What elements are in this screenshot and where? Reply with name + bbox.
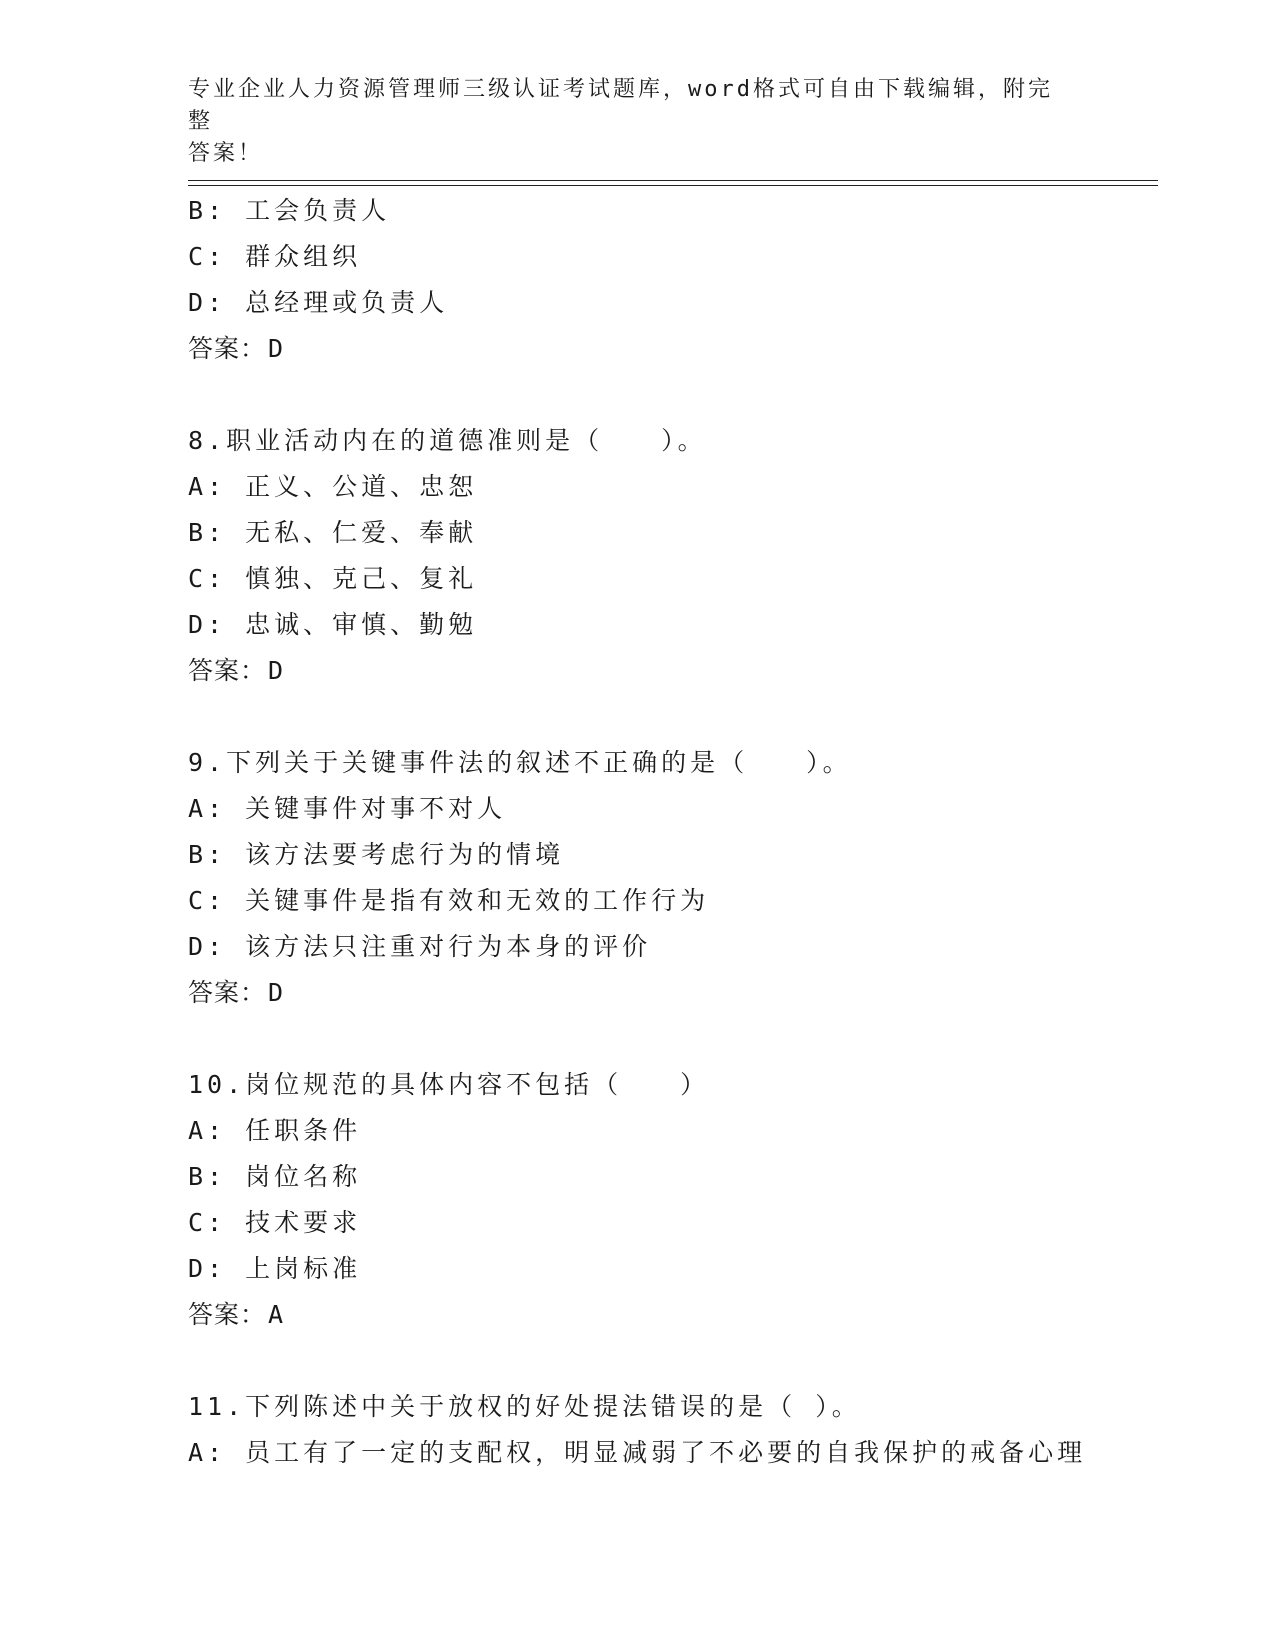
answer-value: D [268,978,285,1007]
answer-label: 答案： [188,334,267,363]
option-text: 员工有了一定的支配权，明显减弱了不必要的自我保护的戒备心理 [245,1438,1087,1467]
option-label: D: [188,1254,227,1283]
option-text: 慎独、克己、复礼 [245,564,478,593]
option-label: B: [188,196,227,225]
option-label: B: [188,1162,227,1191]
option-b [188,1154,1168,1200]
answer-label: 答案： [188,1300,267,1329]
option-label: A: [188,1116,227,1145]
answer-label: 答案： [188,656,267,685]
option-label: B: [188,840,227,869]
option-a [188,464,1168,510]
question-stem: 10.岗位规范的具体内容不包括（ ） [188,1070,710,1099]
option-text: 忠诚、审慎、勤勉 [245,610,478,639]
option-label: A: [188,472,227,501]
option-text: 技术要求 [245,1208,362,1237]
option-c [188,234,1168,280]
question-list [188,188,1168,1476]
option-d [188,602,1168,648]
question-block-11 [188,1384,1168,1476]
option-text: 岗位名称 [245,1162,362,1191]
answer-value: D [268,334,285,363]
spacer [188,694,1168,740]
question-stem: 8.职业活动内在的道德准则是（ ）。 [188,426,707,455]
answer-value: A [268,1300,285,1329]
option-c [188,556,1168,602]
question-stem: 11.下列陈述中关于放权的好处提法错误的是（ ）。 [188,1392,861,1421]
option-d [188,1246,1168,1292]
answer-label: 答案： [188,978,267,1007]
header-divider-top [188,180,1158,181]
spacer [188,372,1168,418]
option-a [188,1430,1168,1476]
option-b [188,188,1168,234]
option-a [188,1108,1168,1154]
option-label: C: [188,1208,227,1237]
option-label: C: [188,564,227,593]
option-text: 工会负责人 [245,196,391,225]
option-text: 上岗标准 [245,1254,362,1283]
option-label: C: [188,242,227,271]
spacer [188,1338,1168,1384]
option-text: 总经理或负责人 [245,288,449,317]
document-header [188,74,1068,170]
option-text: 任职条件 [245,1116,362,1145]
option-b [188,832,1168,878]
option-text: 群众组织 [245,242,362,271]
answer-value: D [268,656,285,685]
option-label: A: [188,1438,227,1467]
question-block-8 [188,418,1168,694]
option-label: B: [188,518,227,547]
option-c [188,878,1168,924]
question-block-9 [188,740,1168,1016]
option-text: 关键事件是指有效和无效的工作行为 [245,886,710,915]
header-line-1: 专业企业人力资源管理师三级认证考试题库，word格式可自由下载编辑，附完整 [188,77,1053,134]
option-text: 关键事件对事不对人 [245,794,507,823]
answer-line [188,648,1168,694]
header-divider-bottom [188,185,1158,186]
option-b [188,510,1168,556]
option-c [188,1200,1168,1246]
option-text: 该方法只注重对行为本身的评价 [245,932,652,961]
option-d [188,280,1168,326]
question-stem: 9.下列关于关键事件法的叙述不正确的是（ ）。 [188,748,852,777]
answer-line [188,970,1168,1016]
question-block-partial [188,188,1168,372]
option-d [188,924,1168,970]
option-label: D: [188,932,227,961]
option-label: D: [188,610,227,639]
option-text: 正义、公道、忠恕 [245,472,478,501]
question-block-10 [188,1062,1168,1338]
option-a [188,786,1168,832]
option-text: 该方法要考虑行为的情境 [245,840,565,869]
option-text: 无私、仁爱、奉献 [245,518,478,547]
answer-line [188,326,1168,372]
spacer [188,1016,1168,1062]
option-label: C: [188,886,227,915]
option-label: A: [188,794,227,823]
header-line-2: 答案！ [188,141,264,166]
option-label: D: [188,288,227,317]
answer-line [188,1292,1168,1338]
